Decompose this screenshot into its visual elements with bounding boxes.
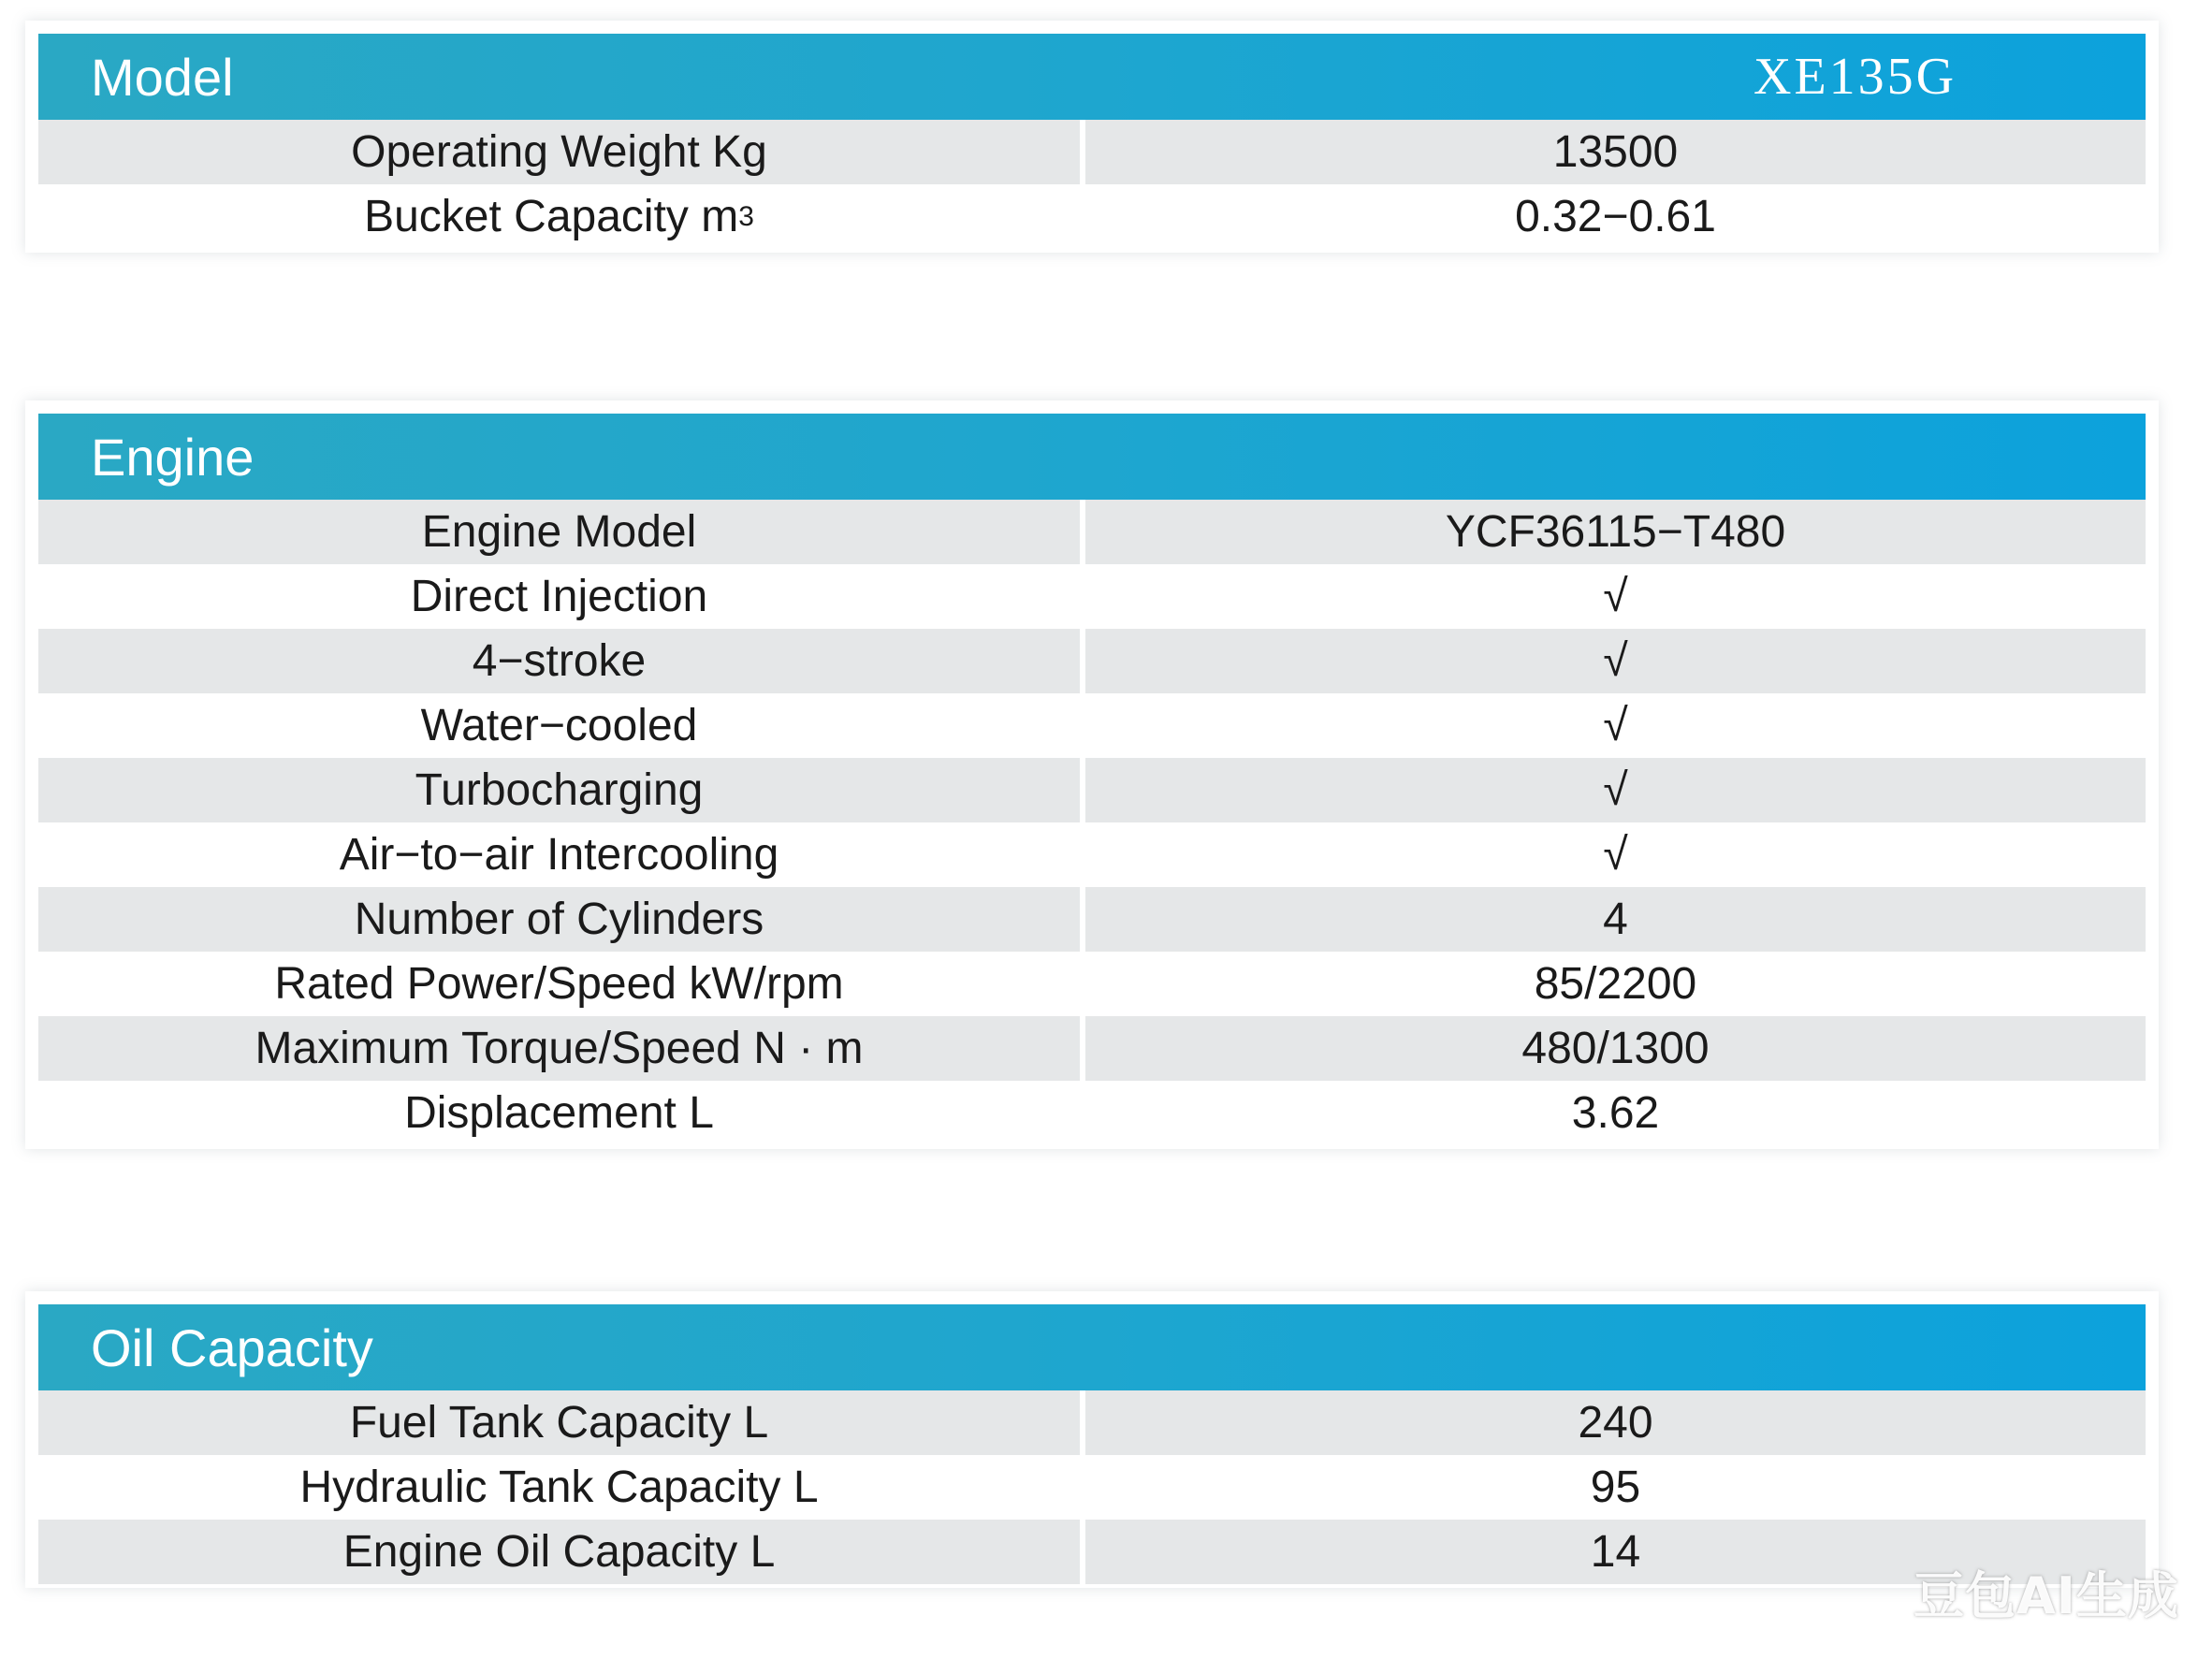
spec-label: Number of Cylinders [38, 887, 1080, 952]
check-mark-icon: √ [1603, 829, 1628, 880]
check-mark-icon: √ [1603, 700, 1628, 750]
spec-label: Rated Power/Speed kW/rpm [274, 958, 844, 1009]
spec-label: Turbocharging [38, 758, 1080, 822]
spec-row-displacement [38, 1081, 2146, 1145]
spec-row-max-torque [38, 1016, 2146, 1081]
model-section-header [38, 34, 2146, 120]
spec-row-intercooling [38, 822, 2146, 887]
model-name: XE135G [1754, 48, 1957, 106]
spec-value: 0.32−0.61 [1515, 191, 1716, 241]
spec-label: Hydraulic Tank Capacity L [299, 1462, 819, 1512]
spec-row-operating-weight [38, 120, 2146, 184]
check-mark-icon: √ [1085, 629, 2146, 693]
spec-label: Engine Oil Capacity L [38, 1520, 1080, 1584]
superscript-unit: 3 [738, 200, 754, 232]
spec-label: 4−stroke [38, 629, 1080, 693]
spec-value: 480/1300 [1085, 1016, 2146, 1081]
spec-label: Direct Injection [410, 571, 708, 621]
spec-label-text: Bucket Capacity m [364, 191, 739, 241]
check-mark-icon: √ [1603, 571, 1628, 621]
spec-row-hydraulic-tank [38, 1455, 2146, 1520]
spec-value: 85/2200 [1534, 958, 1697, 1009]
spec-value: 3.62 [1571, 1087, 1660, 1138]
spec-label: Displacement L [404, 1087, 714, 1138]
spec-row-turbocharging [38, 758, 2146, 822]
engine-spec-card [25, 400, 2159, 1149]
spec-row-engine-model [38, 500, 2146, 564]
oil-section-title: Oil Capacity [91, 1317, 373, 1377]
spec-label: Operating Weight Kg [38, 120, 1080, 184]
spec-row-fuel-tank [38, 1390, 2146, 1455]
oil-spec-card [25, 1291, 2159, 1588]
spec-row-water-cooled [38, 693, 2146, 758]
spec-row-cylinders [38, 887, 2146, 952]
spec-row-rated-power [38, 952, 2146, 1016]
model-section-title: Model [91, 47, 234, 107]
spec-label: Water−cooled [420, 700, 698, 750]
spec-value: YCF36115−T480 [1085, 500, 2146, 564]
engine-section-title: Engine [91, 427, 255, 487]
spec-row-bucket-capacity [38, 184, 2146, 249]
model-spec-card [25, 21, 2159, 253]
spec-value: 13500 [1085, 120, 2146, 184]
ai-watermark: 豆包AI生成 [1914, 1566, 2179, 1625]
spec-value: 14 [1085, 1520, 2146, 1584]
spec-label: Fuel Tank Capacity L [38, 1390, 1080, 1455]
check-mark-icon: √ [1085, 758, 2146, 822]
spec-row-4-stroke [38, 629, 2146, 693]
spec-label-bucket-capacity [38, 184, 1080, 249]
spec-row-engine-oil [38, 1520, 2146, 1584]
spec-label: Air−to−air Intercooling [339, 829, 779, 880]
spec-value: 4 [1085, 887, 2146, 952]
engine-section-header [38, 414, 2146, 500]
spec-label: Maximum Torque/Speed N · m [38, 1016, 1080, 1081]
oil-section-header [38, 1304, 2146, 1390]
spec-row-direct-injection [38, 564, 2146, 629]
spec-value: 95 [1590, 1462, 1641, 1512]
spec-label: Engine Model [38, 500, 1080, 564]
spec-value: 240 [1085, 1390, 2146, 1455]
